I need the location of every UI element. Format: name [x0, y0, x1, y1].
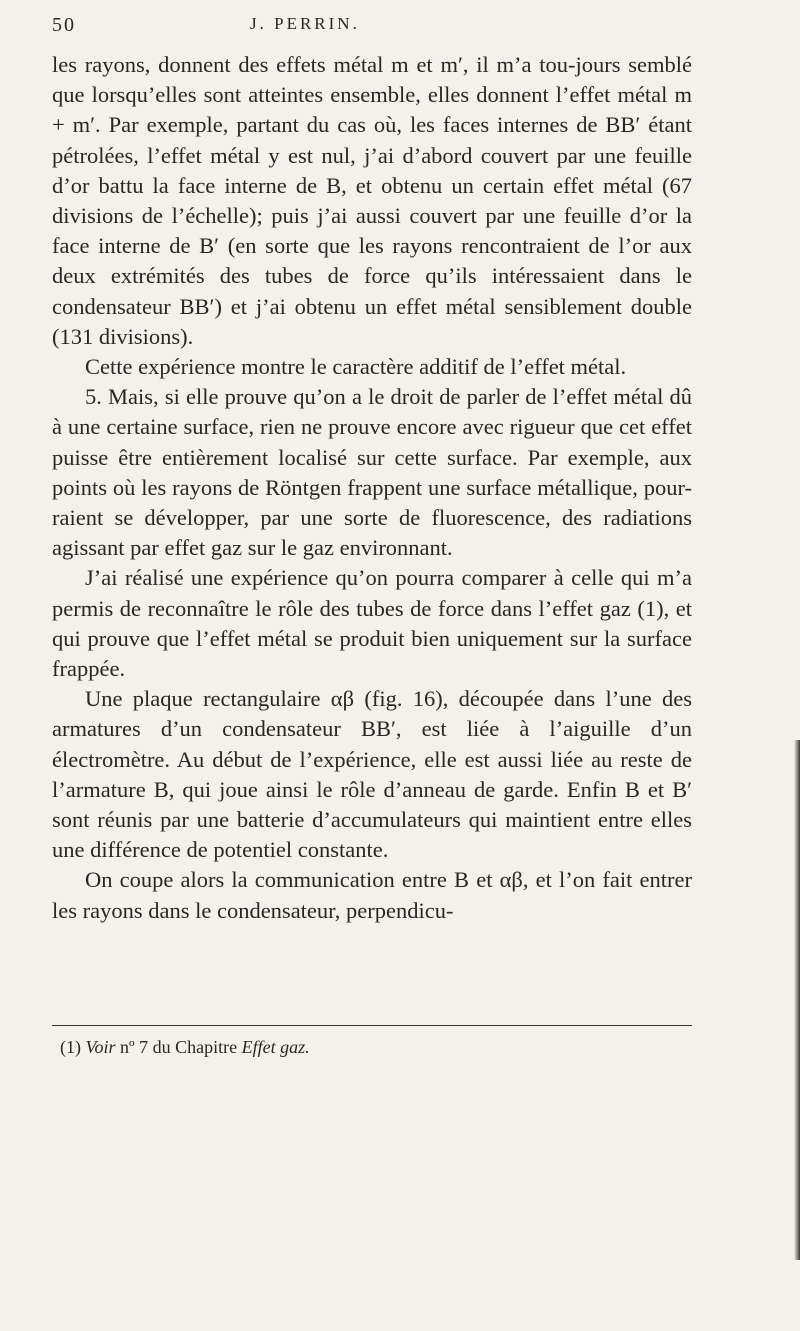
footnote-marker: (1): [60, 1037, 81, 1057]
footnote-text: nº 7 du Chapitre: [115, 1037, 242, 1057]
paragraph-2: Cette expérience montre le caractère additif de l’effet métal.: [85, 354, 627, 380]
page-number: 50: [52, 14, 76, 36]
footnote-ref: Voir: [85, 1037, 116, 1057]
scan-edge-shadow: [794, 740, 800, 1260]
paragraph-1: les rayons, donnent des effets métal m et m′, il m’a tou-jours semblé que lorsqu’elles sont atteintes ensemble, elles donnent l’effet métal m + m′. Par exemple, partant du cas où, les faces internes de BB′ étant pétrolées, l’effet métal y est nul, j’ai d’abord couvert par une feuille d’or battu la face interne de B, et obtenu un certain effet métal (67 divisions de l’échelle); puis j’ai aussi couvert par une feuille d’or la face interne de B′ (en sorte que les rayons rencontraient de l’or aux deux extrémités des tubes de force qu’ils intéressaient dans le condensateur BB′) et j’ai obtenu un effet métal sensiblement double (131 divisions).: [52, 52, 692, 349]
paragraph-5: Une plaque rectangulaire αβ (fig. 16), découpée dans l’une des armatures d’un condensateur BB′, est liée à l’aiguille d’un électromètre. Au début de l’expérience, elle est aussi liée au reste de l’armature B, qui joue ainsi le rôle d’anneau de garde. Enfin B et B′ sont réunis par une batterie d’accumulateurs qui maintient entre elles une différence de potentiel constante.: [52, 686, 692, 863]
body-text: [52, 50, 692, 926]
footnote: [60, 1037, 690, 1058]
footnote-title: Effet gaz.: [241, 1037, 310, 1057]
page-header: [52, 14, 692, 44]
running-head: J. PERRIN.: [250, 14, 360, 33]
paragraph-3: 5. Mais, si elle prouve qu’on a le droit de parler de l’effet métal dû à une certaine surface, rien ne prouve encore avec rigueur que cet effet puisse être entièrement localisé sur cette surface. Par exemple, aux points où les rayons de Röntgen frappent une surface métallique, pour-raient se développer, par une sorte de fluorescence, des radiations agissant par effet gaz sur le gaz environnant.: [52, 384, 692, 561]
footnote-divider: [52, 1025, 692, 1026]
paragraph-4: J’ai réalisé une expérience qu’on pourra comparer à celle qui m’a permis de reconnaître le rôle des tubes de force dans l’effet gaz (1), et qui prouve que l’effet métal se produit bien uniquement sur la surface frappée.: [52, 565, 692, 682]
paragraph-6: On coupe alors la communication entre B et αβ, et l’on fait entrer les rayons dans le condensateur, perpendicu-: [52, 867, 692, 923]
